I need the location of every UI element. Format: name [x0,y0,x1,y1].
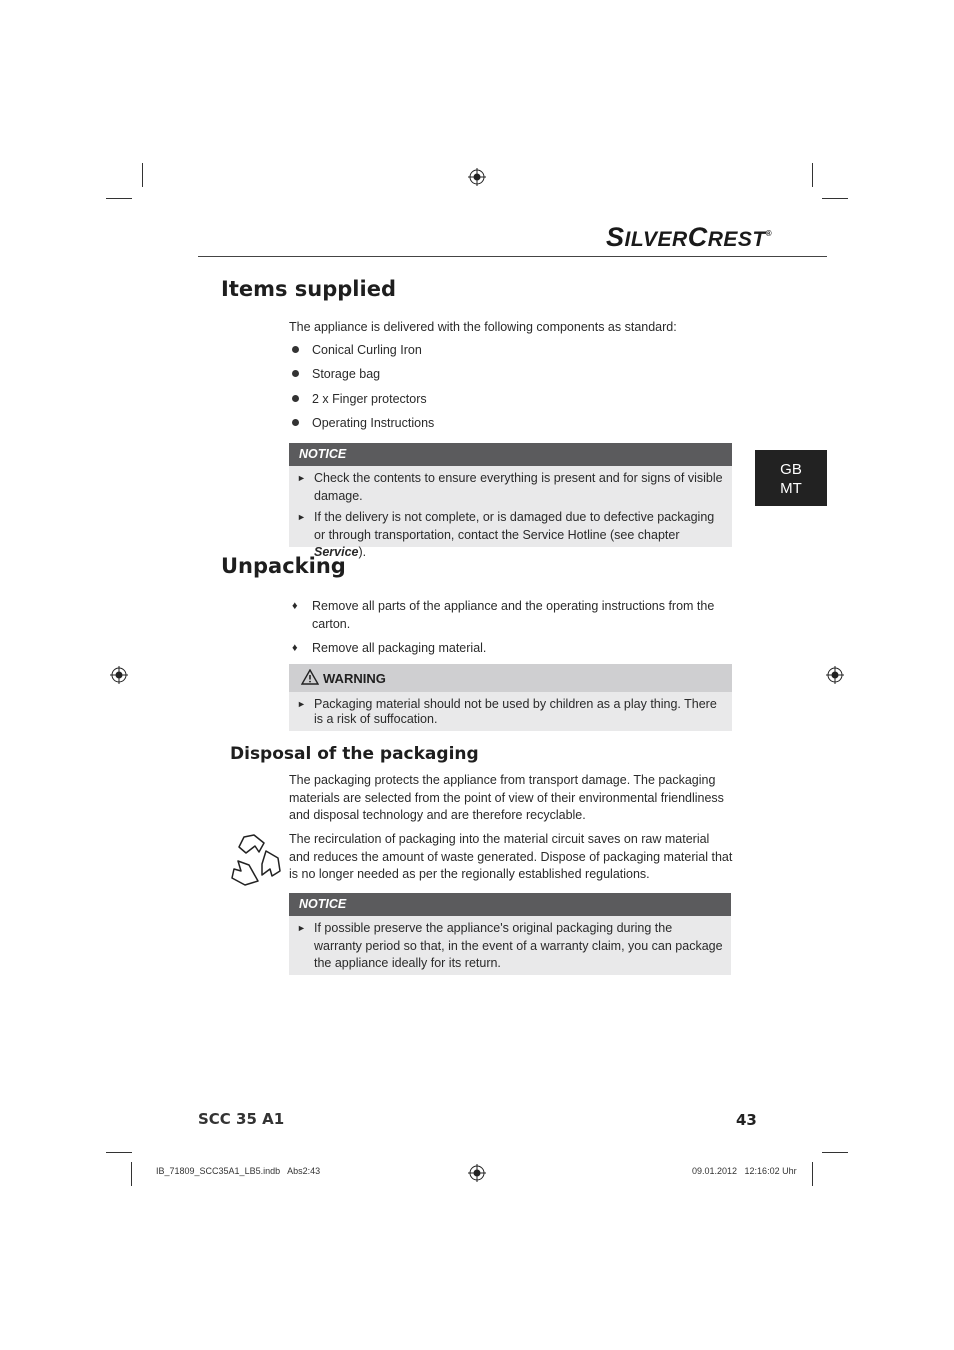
print-slug-file: IB_71809_SCC35A1_LB5.indb Abs2:43 [156,1166,321,1176]
registration-mark-icon [468,168,486,186]
warning-item: ► Packaging material should not be used by children as a play thing. There is a risk of suffocation. [297,697,717,726]
diamond-bullet-icon: ♦ [292,642,298,654]
warning-box [289,664,732,731]
model-number: SCC 35 A1 [198,1110,285,1128]
notice-item: ► If the delivery is not complete, or is damaged due to defective packaging or through transportation, contact the Service Hotline (see chapter Service). [297,510,715,559]
arrow-right-icon: ► [297,473,306,483]
registration-mark-icon [468,1164,486,1182]
header-rule [198,256,827,257]
notice-box [289,443,732,559]
bullet-icon [292,395,299,402]
diamond-bullet-icon: ♦ [292,600,298,612]
notice-item: ► If possible preserve the appliance's original packaging during the warranty period so that, in the event of a warranty claim, you can package the appliance ideally for its return. [297,921,723,970]
notice-item: ► Check the contents to ensure everything is present and for signs of visible damage. [297,471,723,503]
registration-mark-icon [826,666,844,684]
language-code: GB [780,461,802,478]
recycle-icon [224,831,284,889]
list-item: Conical Curling Iron [292,343,422,357]
crop-mark [822,1152,848,1153]
list-item: Storage bag [292,367,380,381]
bullet-icon [292,419,299,426]
page-number: 43 [736,1111,757,1129]
step-item: ♦ Remove all parts of the appliance and the operating instructions from the carton. [292,599,715,631]
language-code: MT [780,480,802,497]
arrow-right-icon: ► [297,923,306,933]
list-item: 2 x Finger protectors [292,392,427,406]
arrow-right-icon: ► [297,699,306,709]
notice-box [289,893,731,975]
intro-text: The appliance is delivered with the following components as standard: [289,320,677,334]
crop-mark [812,163,813,187]
list-item: Operating Instructions [292,416,434,430]
crop-mark [812,1162,813,1186]
warning-triangle-icon [301,669,319,685]
print-slug-date: 09.01.2012 12:16:02 Uhr [692,1166,797,1176]
arrow-right-icon: ► [297,512,306,522]
warning-header [289,664,732,692]
crop-mark [131,1162,132,1186]
brand-logo: SILVERCREST® [606,222,773,252]
notice-label: NOTICE [289,443,732,466]
language-tab [755,450,827,506]
disposal-paragraph: The packaging protects the appliance from transport damage. The packaging materials are selected from the point of view of their environmental friendliness and disposal technology and are therefore recyclable. [289,773,724,822]
warning-label: WARNING [323,671,386,686]
bullet-icon [292,370,299,377]
crop-mark [106,1152,132,1153]
section-title-items-supplied: Items supplied [221,277,396,301]
crop-mark [142,163,143,187]
bullet-icon [292,346,299,353]
crop-mark [106,198,132,199]
section-title-disposal: Disposal of the packaging [230,744,479,764]
notice-label: NOTICE [289,893,731,916]
registration-mark-icon [110,666,128,684]
crop-mark [822,198,848,199]
disposal-paragraph: The recirculation of packaging into the material circuit saves on raw material and reduces the amount of waste generated. Dispose of packaging material that is no longer needed as per the regionally established regulations. [289,832,733,881]
section-title-unpacking: Unpacking [221,554,346,578]
step-item: ♦ Remove all packaging material. [292,640,722,658]
